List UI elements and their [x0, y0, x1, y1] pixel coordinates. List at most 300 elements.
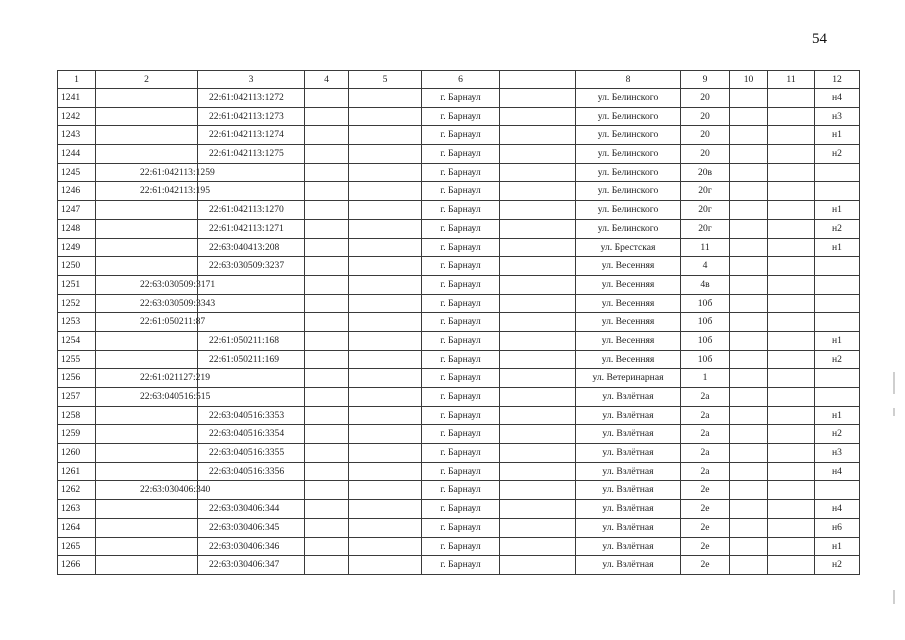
cadastral-number-col2-cell: 22:61:042113:1259	[96, 163, 198, 182]
col11-cell	[768, 444, 815, 463]
header-cell-2: 2	[96, 71, 198, 89]
cadastral-number-col3-cell: 22:63:040516:3356	[198, 462, 305, 481]
col7-cell	[500, 518, 576, 537]
room-number-cell	[815, 369, 860, 388]
col5-cell	[349, 444, 422, 463]
house-number-cell: 11	[681, 238, 730, 257]
col5-cell	[349, 369, 422, 388]
city-cell: г. Барнаул	[422, 126, 500, 145]
table-row	[58, 444, 860, 463]
room-number-cell: н2	[815, 556, 860, 575]
header-cell-10: 10	[730, 71, 768, 89]
table-row	[58, 388, 860, 407]
col10-cell	[730, 518, 768, 537]
col11-cell	[768, 388, 815, 407]
street-cell: ул. Взлётная	[576, 406, 681, 425]
col10-cell	[730, 182, 768, 201]
col10-cell	[730, 537, 768, 556]
house-number-cell: 2а	[681, 462, 730, 481]
cadastral-number-col2-cell	[96, 500, 198, 519]
col10-cell	[730, 500, 768, 519]
city-cell: г. Барнаул	[422, 406, 500, 425]
col5-cell	[349, 89, 422, 108]
col5-cell	[349, 331, 422, 350]
col5-cell	[349, 425, 422, 444]
house-number-cell: 10б	[681, 331, 730, 350]
col10-cell	[730, 481, 768, 500]
col10-cell	[730, 388, 768, 407]
col4-cell	[305, 182, 349, 201]
street-cell: ул. Взлётная	[576, 388, 681, 407]
col7-cell	[500, 369, 576, 388]
col4-cell	[305, 257, 349, 276]
col5-cell	[349, 238, 422, 257]
row-number-cell: 1241	[58, 89, 96, 108]
col4-cell	[305, 518, 349, 537]
col7-cell	[500, 462, 576, 481]
col10-cell	[730, 257, 768, 276]
table-row	[58, 518, 860, 537]
street-cell: ул. Весенняя	[576, 257, 681, 276]
col5-cell	[349, 182, 422, 201]
table-row	[58, 257, 860, 276]
cadastral-number-col2-cell	[96, 518, 198, 537]
row-number-cell: 1245	[58, 163, 96, 182]
cadastral-number-col3-cell: 22:61:042113:1271	[198, 219, 305, 238]
col11-cell	[768, 481, 815, 500]
cadastral-number-col3-cell	[198, 182, 305, 201]
col10-cell	[730, 294, 768, 313]
table-row	[58, 481, 860, 500]
col4-cell	[305, 537, 349, 556]
col5-cell	[349, 388, 422, 407]
col11-cell	[768, 238, 815, 257]
city-cell: г. Барнаул	[422, 518, 500, 537]
col7-cell	[500, 406, 576, 425]
city-cell: г. Барнаул	[422, 294, 500, 313]
city-cell: г. Барнаул	[422, 182, 500, 201]
city-cell: г. Барнаул	[422, 89, 500, 108]
room-number-cell: н3	[815, 107, 860, 126]
col10-cell	[730, 313, 768, 332]
city-cell: г. Барнаул	[422, 425, 500, 444]
col7-cell	[500, 238, 576, 257]
col11-cell	[768, 500, 815, 519]
header-row	[58, 71, 860, 89]
col4-cell	[305, 238, 349, 257]
col5-cell	[349, 500, 422, 519]
cadastral-number-col3-cell: 22:63:040516:3354	[198, 425, 305, 444]
col11-cell	[768, 201, 815, 220]
house-number-cell: 4	[681, 257, 730, 276]
col5-cell	[349, 275, 422, 294]
table-row	[58, 275, 860, 294]
col10-cell	[730, 201, 768, 220]
room-number-cell: н4	[815, 89, 860, 108]
table-row	[58, 163, 860, 182]
row-number-cell: 1256	[58, 369, 96, 388]
cadastral-number-col2-cell: 22:61:042113:195	[96, 182, 198, 201]
col4-cell	[305, 388, 349, 407]
col4-cell	[305, 219, 349, 238]
city-cell: г. Барнаул	[422, 369, 500, 388]
col11-cell	[768, 126, 815, 145]
col10-cell	[730, 126, 768, 145]
street-cell: ул. Белинского	[576, 219, 681, 238]
room-number-cell: н3	[815, 444, 860, 463]
room-number-cell: н4	[815, 462, 860, 481]
cadastral-number-col3-cell: 22:61:042113:1273	[198, 107, 305, 126]
col7-cell	[500, 257, 576, 276]
header-cell-3: 3	[198, 71, 305, 89]
street-cell: ул. Белинского	[576, 163, 681, 182]
col11-cell	[768, 556, 815, 575]
table-row	[58, 238, 860, 257]
house-number-cell: 2а	[681, 425, 730, 444]
house-number-cell: 2е	[681, 556, 730, 575]
street-cell: ул. Весенняя	[576, 350, 681, 369]
room-number-cell	[815, 294, 860, 313]
street-cell: ул. Белинского	[576, 201, 681, 220]
col7-cell	[500, 294, 576, 313]
house-number-cell: 2е	[681, 481, 730, 500]
cadastral-number-col2-cell	[96, 201, 198, 220]
cadastral-number-col3-cell: 22:61:042113:1270	[198, 201, 305, 220]
col7-cell	[500, 219, 576, 238]
house-number-cell: 10б	[681, 350, 730, 369]
col5-cell	[349, 126, 422, 145]
street-cell: ул. Взлётная	[576, 444, 681, 463]
header-cell-6: 6	[422, 71, 500, 89]
city-cell: г. Барнаул	[422, 313, 500, 332]
house-number-cell: 20г	[681, 201, 730, 220]
house-number-cell: 10б	[681, 313, 730, 332]
col7-cell	[500, 145, 576, 164]
col7-cell	[500, 350, 576, 369]
col7-cell	[500, 201, 576, 220]
city-cell: г. Барнаул	[422, 462, 500, 481]
house-number-cell: 2а	[681, 444, 730, 463]
col7-cell	[500, 537, 576, 556]
cadastral-number-col2-cell	[96, 537, 198, 556]
col11-cell	[768, 145, 815, 164]
cadastral-number-col2-cell: 22:61:050211:87	[96, 313, 198, 332]
col5-cell	[349, 406, 422, 425]
scan-edge-mark	[893, 372, 895, 394]
col4-cell	[305, 313, 349, 332]
col4-cell	[305, 481, 349, 500]
city-cell: г. Барнаул	[422, 331, 500, 350]
col4-cell	[305, 275, 349, 294]
street-cell: ул. Белинского	[576, 145, 681, 164]
cadastral-number-col2-cell	[96, 406, 198, 425]
col4-cell	[305, 406, 349, 425]
house-number-cell: 2е	[681, 518, 730, 537]
col7-cell	[500, 182, 576, 201]
cadastral-number-col3-cell	[198, 313, 305, 332]
room-number-cell	[815, 275, 860, 294]
city-cell: г. Барнаул	[422, 145, 500, 164]
cadastral-number-col2-cell	[96, 350, 198, 369]
col10-cell	[730, 425, 768, 444]
cadastral-number-col2-cell	[96, 238, 198, 257]
room-number-cell: н1	[815, 126, 860, 145]
col10-cell	[730, 462, 768, 481]
header-cell-12: 12	[815, 71, 860, 89]
col7-cell	[500, 500, 576, 519]
col11-cell	[768, 163, 815, 182]
col10-cell	[730, 163, 768, 182]
col11-cell	[768, 369, 815, 388]
table-row	[58, 556, 860, 575]
col11-cell	[768, 350, 815, 369]
house-number-cell: 4в	[681, 275, 730, 294]
col4-cell	[305, 350, 349, 369]
table-row	[58, 182, 860, 201]
col11-cell	[768, 425, 815, 444]
row-number-cell: 1263	[58, 500, 96, 519]
city-cell: г. Барнаул	[422, 275, 500, 294]
room-number-cell: н2	[815, 219, 860, 238]
room-number-cell: н1	[815, 201, 860, 220]
col4-cell	[305, 462, 349, 481]
table-row	[58, 369, 860, 388]
cadastral-number-col3-cell: 22:63:030509:3237	[198, 257, 305, 276]
house-number-cell: 2е	[681, 500, 730, 519]
room-number-cell: н2	[815, 145, 860, 164]
cadastral-number-col2-cell	[96, 89, 198, 108]
scan-edge-mark	[893, 408, 895, 416]
room-number-cell: н4	[815, 500, 860, 519]
col11-cell	[768, 462, 815, 481]
row-number-cell: 1247	[58, 201, 96, 220]
cadastral-number-col2-cell	[96, 462, 198, 481]
col10-cell	[730, 369, 768, 388]
col10-cell	[730, 275, 768, 294]
col11-cell	[768, 275, 815, 294]
row-number-cell: 1262	[58, 481, 96, 500]
header-cell-5: 5	[349, 71, 422, 89]
row-number-cell: 1253	[58, 313, 96, 332]
city-cell: г. Барнаул	[422, 537, 500, 556]
cadastral-number-col2-cell: 22:63:030406:340	[96, 481, 198, 500]
col4-cell	[305, 500, 349, 519]
house-number-cell: 20в	[681, 163, 730, 182]
street-cell: ул. Белинского	[576, 89, 681, 108]
street-cell: ул. Взлётная	[576, 500, 681, 519]
col5-cell	[349, 313, 422, 332]
col7-cell	[500, 388, 576, 407]
room-number-cell: н2	[815, 425, 860, 444]
house-number-cell: 2е	[681, 537, 730, 556]
room-number-cell: н1	[815, 406, 860, 425]
table-row	[58, 425, 860, 444]
street-cell: ул. Весенняя	[576, 313, 681, 332]
col4-cell	[305, 201, 349, 220]
street-cell: ул. Белинского	[576, 107, 681, 126]
col4-cell	[305, 126, 349, 145]
row-number-cell: 1264	[58, 518, 96, 537]
city-cell: г. Барнаул	[422, 238, 500, 257]
row-number-cell: 1249	[58, 238, 96, 257]
col4-cell	[305, 556, 349, 575]
city-cell: г. Барнаул	[422, 350, 500, 369]
cadastral-number-col2-cell: 22:63:030509:3343	[96, 294, 198, 313]
col7-cell	[500, 275, 576, 294]
col4-cell	[305, 425, 349, 444]
col11-cell	[768, 313, 815, 332]
col11-cell	[768, 107, 815, 126]
col11-cell	[768, 89, 815, 108]
col5-cell	[349, 107, 422, 126]
col4-cell	[305, 89, 349, 108]
cadastral-number-col2-cell	[96, 257, 198, 276]
room-number-cell: н1	[815, 331, 860, 350]
street-cell: ул. Взлётная	[576, 518, 681, 537]
col10-cell	[730, 331, 768, 350]
header-cell-1: 1	[58, 71, 96, 89]
house-number-cell: 20	[681, 89, 730, 108]
cadastral-number-col2-cell: 22:61:021127:219	[96, 369, 198, 388]
col7-cell	[500, 163, 576, 182]
city-cell: г. Барнаул	[422, 500, 500, 519]
col7-cell	[500, 425, 576, 444]
col11-cell	[768, 518, 815, 537]
table-row	[58, 331, 860, 350]
table-row	[58, 201, 860, 220]
street-cell: ул. Взлётная	[576, 537, 681, 556]
col5-cell	[349, 219, 422, 238]
street-cell: ул. Взлётная	[576, 462, 681, 481]
room-number-cell	[815, 257, 860, 276]
room-number-cell: н6	[815, 518, 860, 537]
col10-cell	[730, 219, 768, 238]
col4-cell	[305, 294, 349, 313]
cadastral-number-col3-cell: 22:61:050211:169	[198, 350, 305, 369]
col4-cell	[305, 444, 349, 463]
col7-cell	[500, 107, 576, 126]
city-cell: г. Барнаул	[422, 481, 500, 500]
col5-cell	[349, 537, 422, 556]
col7-cell	[500, 556, 576, 575]
room-number-cell	[815, 163, 860, 182]
table-row	[58, 500, 860, 519]
house-number-cell: 20	[681, 126, 730, 145]
row-number-cell: 1243	[58, 126, 96, 145]
street-cell: ул. Взлётная	[576, 481, 681, 500]
house-number-cell: 2а	[681, 406, 730, 425]
col4-cell	[305, 145, 349, 164]
cadastral-number-col3-cell	[198, 481, 305, 500]
col11-cell	[768, 294, 815, 313]
page-number: 54	[812, 31, 827, 47]
table-row	[58, 89, 860, 108]
cadastral-number-col3-cell: 22:63:030406:347	[198, 556, 305, 575]
street-cell: ул. Весенняя	[576, 331, 681, 350]
col10-cell	[730, 406, 768, 425]
city-cell: г. Барнаул	[422, 219, 500, 238]
cadastral-number-col3-cell: 22:63:040516:3353	[198, 406, 305, 425]
table-row	[58, 350, 860, 369]
col10-cell	[730, 350, 768, 369]
col5-cell	[349, 350, 422, 369]
cadastral-number-col3-cell: 22:63:040413:208	[198, 238, 305, 257]
col5-cell	[349, 201, 422, 220]
cadastral-number-col3-cell: 22:61:042113:1275	[198, 145, 305, 164]
col4-cell	[305, 107, 349, 126]
col7-cell	[500, 444, 576, 463]
street-cell: ул. Взлётная	[576, 556, 681, 575]
col11-cell	[768, 182, 815, 201]
row-number-cell: 1244	[58, 145, 96, 164]
table-row	[58, 462, 860, 481]
city-cell: г. Барнаул	[422, 257, 500, 276]
room-number-cell	[815, 313, 860, 332]
cadastral-number-col3-cell: 22:61:042113:1272	[198, 89, 305, 108]
cadastral-number-col3-cell: 22:63:040516:3355	[198, 444, 305, 463]
city-cell: г. Барнаул	[422, 107, 500, 126]
cadastral-number-col3-cell: 22:63:030406:344	[198, 500, 305, 519]
street-cell: ул. Ветеринарная	[576, 369, 681, 388]
scan-edge-mark	[893, 590, 895, 604]
cadastral-number-col2-cell	[96, 331, 198, 350]
room-number-cell: н1	[815, 537, 860, 556]
col7-cell	[500, 331, 576, 350]
col5-cell	[349, 163, 422, 182]
header-cell-4: 4	[305, 71, 349, 89]
row-number-cell: 1261	[58, 462, 96, 481]
cadastral-number-col2-cell: 22:63:030509:3171	[96, 275, 198, 294]
col10-cell	[730, 238, 768, 257]
row-number-cell: 1257	[58, 388, 96, 407]
header-cell-9: 9	[681, 71, 730, 89]
col10-cell	[730, 556, 768, 575]
col7-cell	[500, 481, 576, 500]
row-number-cell: 1242	[58, 107, 96, 126]
row-number-cell: 1266	[58, 556, 96, 575]
col4-cell	[305, 163, 349, 182]
col7-cell	[500, 126, 576, 145]
col4-cell	[305, 331, 349, 350]
house-number-cell: 1	[681, 369, 730, 388]
room-number-cell: н2	[815, 350, 860, 369]
table-row	[58, 537, 860, 556]
row-number-cell: 1265	[58, 537, 96, 556]
house-number-cell: 20	[681, 107, 730, 126]
col10-cell	[730, 444, 768, 463]
street-cell: ул. Взлётная	[576, 425, 681, 444]
street-cell: ул. Белинского	[576, 126, 681, 145]
col10-cell	[730, 107, 768, 126]
cadastral-number-col2-cell	[96, 556, 198, 575]
cadastral-number-col3-cell: 22:61:050211:168	[198, 331, 305, 350]
registry-table	[57, 70, 860, 575]
row-number-cell: 1246	[58, 182, 96, 201]
row-number-cell: 1260	[58, 444, 96, 463]
header-cell-7	[500, 71, 576, 89]
col5-cell	[349, 257, 422, 276]
col4-cell	[305, 369, 349, 388]
table-row	[58, 126, 860, 145]
col5-cell	[349, 518, 422, 537]
row-number-cell: 1255	[58, 350, 96, 369]
street-cell: ул. Весенняя	[576, 294, 681, 313]
cadastral-number-col2-cell: 22:63:040516:515	[96, 388, 198, 407]
city-cell: г. Барнаул	[422, 444, 500, 463]
row-number-cell: 1254	[58, 331, 96, 350]
room-number-cell	[815, 182, 860, 201]
city-cell: г. Барнаул	[422, 556, 500, 575]
